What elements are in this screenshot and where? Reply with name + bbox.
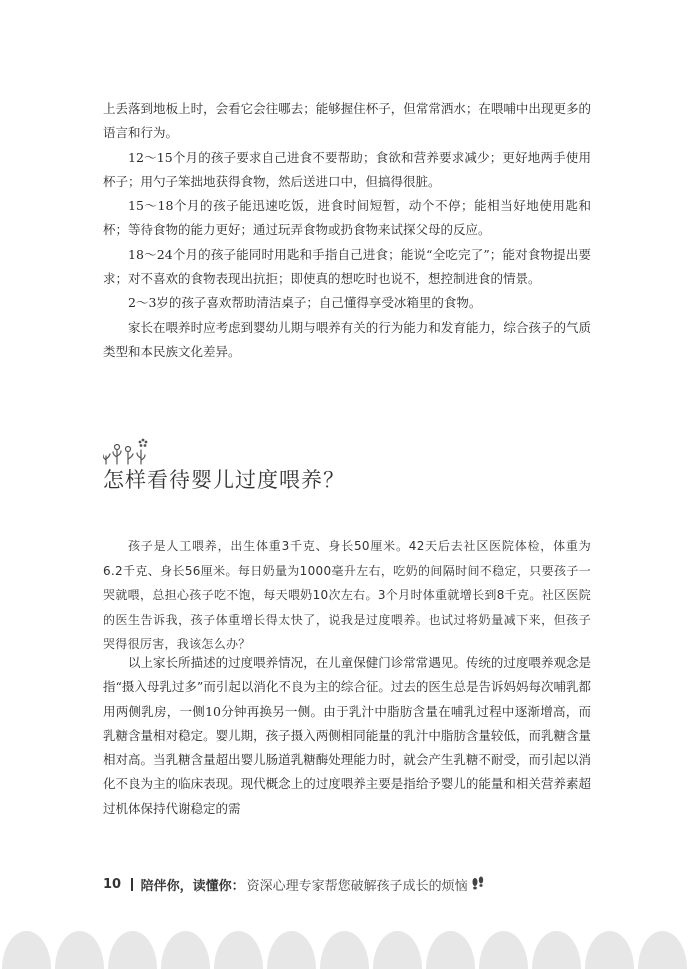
page-footer — [103, 873, 485, 895]
decorative-circle — [214, 931, 263, 969]
decorative-circle-band — [0, 931, 693, 969]
paragraph: 18～24个月的孩子能同时用匙和手指自己进食；能说“全吃完了”；能对食物提出要求；对不喜欢的食物表现出抗拒；即使真的想吃时也说不，想控制进食的情景。 — [103, 246, 591, 287]
paragraph: 孩子是人工喂养，出生体重3千克、身长50厘米。42天后去社区医院体检，体重为6.2千克、身长56厘米。每日奶量为1000毫升左右，吃奶的间隔时间不稳定，只要孩子一哭就喂，总担心孩子吃不饱，每天喂奶10次左右。3个月时体重就增长到8千克。社区医院的医生告诉我，孩子体重增长得太快了，说我是过度喂养。也试过将奶量减下来，但孩子哭得很厉害，我该怎么办？ — [103, 539, 591, 651]
decorative-circle — [108, 931, 157, 969]
paragraph: 15～18个月的孩子能迅速吃饭，进食时间短暂，动个不停；能相当好地使用匙和杯；等待食物的能力更好；通过玩弄食物或扔食物来试探父母的反应。 — [103, 198, 591, 238]
footprints-icon — [471, 875, 485, 893]
series-title: 陪伴你，读懂你： — [140, 878, 245, 894]
decorative-circle — [479, 931, 528, 969]
decorative-circle — [426, 931, 475, 969]
decorative-circle — [320, 931, 369, 969]
top-body-text — [103, 97, 591, 364]
parent-question-text — [103, 534, 591, 657]
paragraph: 以上家长所描述的过度喂养情况，在儿童保健门诊常常遇见。传统的过度喂养观念是指“摄入母乳过多”而引起以消化不良为主的综合征。过去的医生总是告诉妈妈每次哺乳都用两侧乳房，一侧10分钟再换另一侧。由于乳汁中脂肪含量在哺乳过程中逐渐增高，而乳糖含量相对稳定。婴儿期，孩子摄入两侧相同能量的乳汁中脂肪含量较低，而乳糖含量相对高。当乳糖含量超出婴儿肠道乳糖酶处理能力时，就会产生乳糖不耐受，而引起以消化不良为主的临床表现。现代概念上的过度喂养主要是指给予婴儿的能量和相关营养素超过机体保持代谢稳定的需 — [103, 655, 591, 816]
decorative-circle — [2, 931, 51, 969]
paragraph: 家长在喂养时应考虑到婴幼儿期与喂养有关的行为能力和发育能力，综合孩子的气质类型和本民族文化差异。 — [103, 319, 591, 359]
decorative-circle — [532, 931, 581, 969]
paragraph: 上丢落到地板上时，会看它会往哪去；能够握住杯子，但常常洒水；在喂哺中出现更多的语言和行为。 — [103, 101, 591, 141]
paragraph: 12～15个月的孩子要求自己进食不要帮助；食欲和营养要求减少；更好地两手使用杯子；用勺子笨拙地获得食物，然后送进口中，但搞得很脏。 — [103, 149, 591, 189]
decorative-circle — [585, 931, 634, 969]
book-subtitle: 资深心理专家帮您破解孩子成长的烦恼 — [246, 878, 468, 894]
decorative-circle — [373, 931, 422, 969]
footer-divider — [131, 878, 133, 891]
decorative-circle — [267, 931, 316, 969]
decorative-circle — [55, 931, 104, 969]
decorative-circle — [161, 931, 210, 969]
flower-sprouts-icon — [103, 436, 163, 466]
decorative-circle — [638, 931, 687, 969]
answer-body-text — [103, 651, 591, 821]
page-number: 10 — [103, 876, 122, 892]
section-heading — [103, 436, 591, 496]
section-title: 怎样看待婴儿过度喂养？ — [103, 468, 345, 492]
paragraph: 2～3岁的孩子喜欢帮助清洁桌子；自己懂得享受冰箱里的食物。 — [128, 295, 482, 311]
